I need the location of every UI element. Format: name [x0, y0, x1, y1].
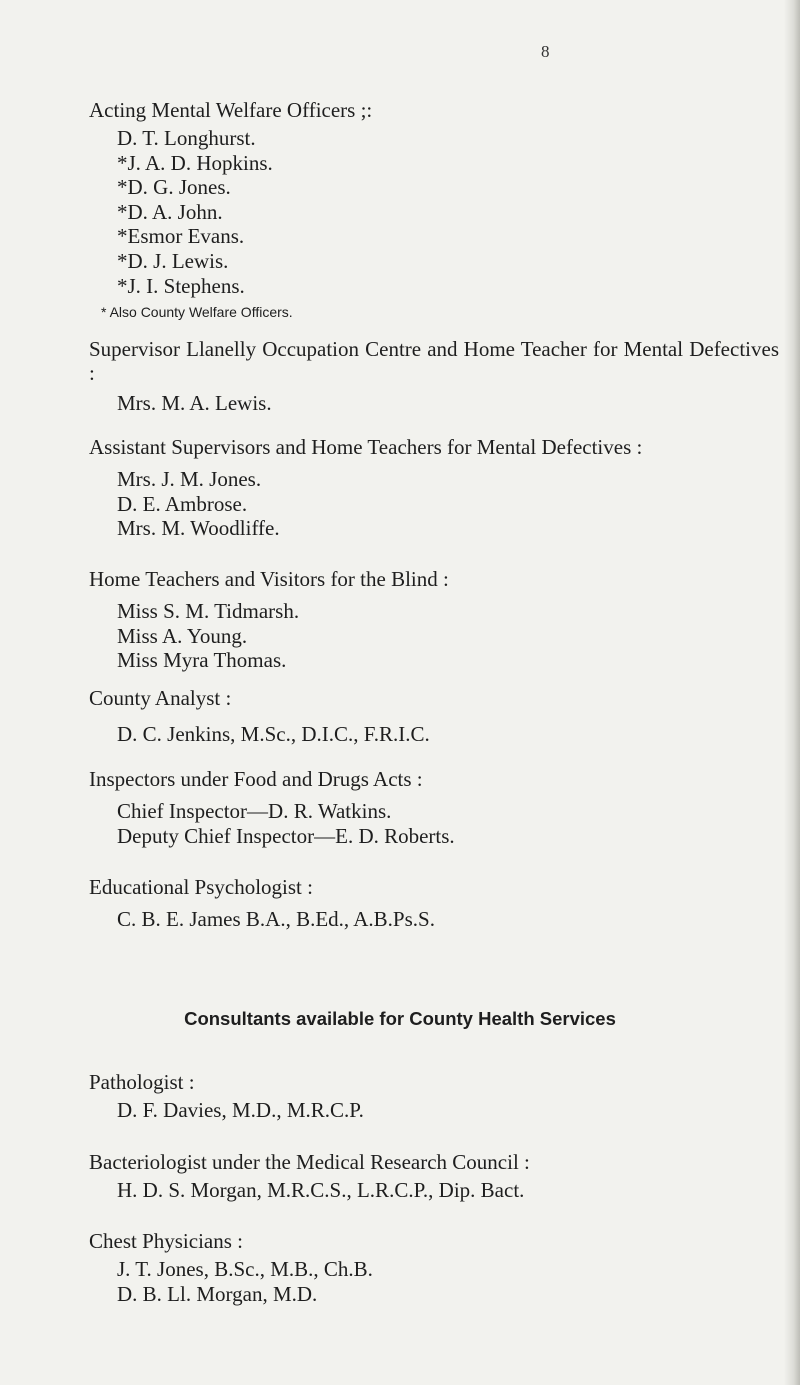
list-item: Miss Myra Thomas.: [117, 648, 287, 673]
section-acting-mental-welfare-officers: [89, 98, 779, 322]
list-item: Deputy Chief Inspector—E. D. Roberts.: [117, 823, 455, 848]
section-supervisor-llanelly: [89, 337, 779, 416]
list-item: *D. G. Jones.: [117, 175, 231, 200]
list-item: Miss S. M. Tidmarsh.: [117, 599, 300, 623]
person-list: [117, 722, 779, 747]
footnote: * Also County Welfare Officers.: [101, 304, 293, 321]
person-list: [117, 599, 779, 673]
list-item: D. F. Davies, M.D., M.R.C.P.: [117, 1098, 364, 1122]
section-county-analyst: [89, 686, 779, 747]
section-heading: Home Teachers and Visitors for the Blind :: [89, 567, 449, 591]
officer-list: [117, 126, 779, 298]
person-list: [117, 799, 779, 848]
list-item: D. B. Ll. Morgan, M.D.: [117, 1281, 318, 1306]
person-list: [117, 391, 779, 416]
list-item: D. C. Jenkins, M.Sc., D.I.C., F.R.I.C.: [117, 722, 430, 746]
section-educational-psychologist: [89, 875, 779, 932]
person-list: [117, 1178, 779, 1203]
section-chest-physicians: [89, 1229, 779, 1306]
list-item: D. T. Longhurst.: [117, 126, 256, 150]
list-item: H. D. S. Morgan, M.R.C.S., L.R.C.P., Dip. Bact.: [117, 1178, 525, 1202]
section-heading: Inspectors under Food and Drugs Acts :: [89, 767, 423, 791]
list-item: *D. J. Lewis.: [117, 248, 229, 273]
section-heading: Supervisor Llanelly Occupation Centre and Home Teacher for Mental Defectives :: [89, 337, 779, 385]
section-heading: Bacteriologist under the Medical Research Council :: [89, 1150, 530, 1174]
section-pathologist: [89, 1070, 779, 1123]
section-heading: County Analyst :: [89, 686, 232, 710]
list-item: Mrs. J. M. Jones.: [117, 467, 262, 491]
list-item: *D. A. John.: [117, 199, 223, 224]
person-list: [117, 1257, 779, 1306]
section-heading: Pathologist :: [89, 1070, 195, 1094]
consultants-section-title: Consultants available for County Health Services: [184, 1008, 616, 1029]
section-food-drugs-inspectors: [89, 767, 779, 848]
section-home-teachers-blind: [89, 567, 779, 673]
section-bacteriologist: [89, 1150, 779, 1203]
list-item: *Esmor Evans.: [117, 224, 245, 249]
list-item: Miss A. Young.: [117, 623, 248, 648]
list-item: *J. I. Stephens.: [117, 273, 245, 298]
person-list: [117, 1098, 779, 1123]
list-item: Mrs. M. Woodliffe.: [117, 516, 280, 541]
list-item: D. E. Ambrose.: [117, 491, 248, 516]
section-heading: Chest Physicians :: [89, 1229, 244, 1253]
list-item: *J. A. D. Hopkins.: [117, 150, 273, 175]
list-item: C. B. E. James B.A., B.Ed., A.B.Ps.S.: [117, 907, 435, 931]
list-item: Chief Inspector—D. R. Watkins.: [117, 799, 392, 823]
section-heading: Acting Mental Welfare Officers ;:: [89, 98, 373, 122]
section-assistant-supervisors: [89, 435, 779, 541]
section-heading: Educational Psychologist :: [89, 875, 313, 899]
section-heading: Assistant Supervisors and Home Teachers for Mental Defectives :: [89, 435, 643, 459]
page-edge-shadow: [784, 0, 800, 1385]
list-item: Mrs. M. A. Lewis.: [117, 391, 272, 415]
list-item: J. T. Jones, B.Sc., M.B., Ch.B.: [117, 1257, 373, 1281]
person-list: [117, 907, 779, 932]
person-list: [117, 467, 779, 541]
page-number: 8: [541, 42, 550, 61]
